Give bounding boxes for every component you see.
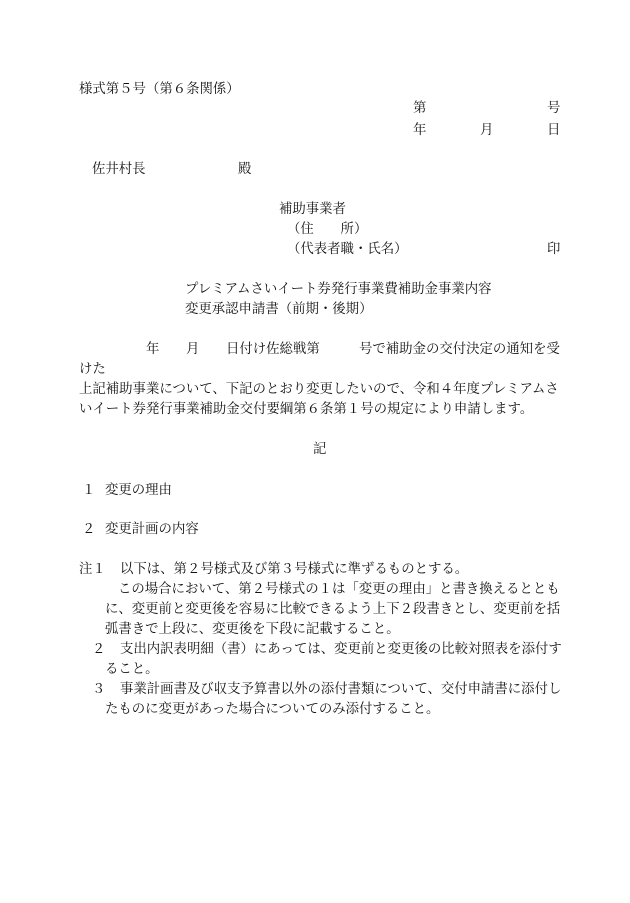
note-1-line4: 弧書きで上段に、変更後を下段に記載すること。	[105, 622, 400, 637]
document-number-prefix: 第	[413, 101, 427, 116]
main-text-line1: 上記補助事業について、下記のとおり変更したいので、令和４年度プレミアムさ	[79, 382, 559, 397]
note-1-line2: この場合において、第２号様式の１は「変更の理由」と書き換えるととも	[118, 582, 560, 597]
note-3-line2: たものに変更があった場合についてのみ添付すること。	[105, 702, 440, 717]
note-2-line1: 支出内訳表明細（書）にあっては、変更前と変更後の比較対照表を添付す	[120, 642, 562, 657]
form-number-header: 様式第５号（第６条関係）	[79, 82, 240, 97]
applicant-title: 補助事業者	[279, 202, 346, 217]
note-1-line3: に、変更前と変更後を容易に比較できるよう上下２段書きとし、変更前を括	[105, 602, 561, 617]
item-2-label: 変更計画の内容	[105, 522, 199, 537]
date-day-label: 日	[547, 123, 561, 138]
note-1-line1: 以下は、第２号様式及び第３号様式に準ずるものとする。	[120, 562, 469, 577]
reference-month: 月	[186, 342, 200, 357]
item-1-number: １	[82, 483, 96, 498]
seal-mark: 印	[547, 242, 561, 257]
notes-header: 注１	[79, 562, 106, 577]
date-year-label: 年	[413, 123, 427, 138]
reference-dated: 日付け佐総戦第	[226, 342, 320, 357]
reference-year: 年	[146, 342, 160, 357]
addressee-honorific: 殿	[238, 162, 252, 177]
document-number-suffix: 号	[547, 101, 561, 116]
document-title-line2: 変更承認申請書（前期・後期）	[185, 302, 373, 317]
applicant-representative-label: （代表者職・氏名）	[287, 242, 408, 257]
note-2-line2: ること。	[105, 662, 159, 677]
item-2-number: ２	[82, 522, 96, 537]
ki-heading: 記	[313, 442, 327, 457]
document-title-line1: プレミアムさいイート券発行事業費補助金事業内容	[185, 282, 492, 297]
reference-number-suffix: 号で補助金の交付決定の通知を受	[359, 342, 560, 357]
date-month-label: 月	[480, 123, 494, 138]
applicant-address-label: （住 所）	[287, 222, 368, 237]
item-1-label: 変更の理由	[105, 483, 172, 498]
main-text-line2: いイート券発行事業補助金交付要綱第６条第１号の規定により申請します。	[79, 402, 534, 417]
note-3-number: ３	[92, 682, 106, 697]
note-3-line1: 事業計画書及び収支予算書以外の添付書類について、交付申請書に添付し	[120, 682, 562, 697]
note-2-number: ２	[92, 642, 106, 657]
addressee-name: 佐井村長	[92, 162, 146, 177]
reference-continuation: けた	[79, 362, 106, 377]
